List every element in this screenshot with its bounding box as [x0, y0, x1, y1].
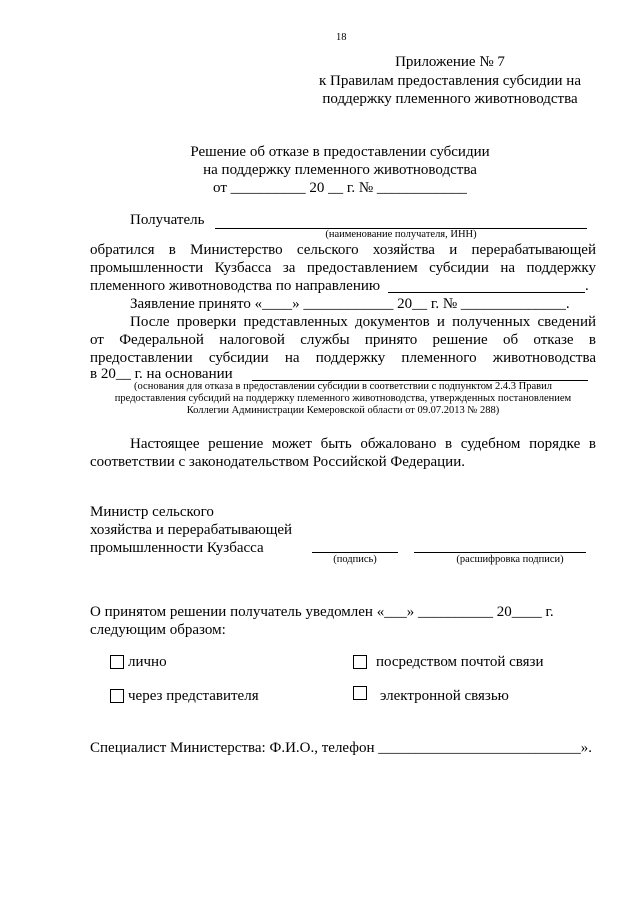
minister-title-2: хозяйства и перерабатывающей [90, 522, 293, 538]
title-line-1: Решение об отказе в предоставлении субсидии [190, 144, 490, 160]
option-post-label: посредством почтой связи [376, 654, 544, 670]
recipient-label: Получатель [130, 212, 205, 228]
basis-caption-1: (основания для отказа в предоставлении субсидии в соответствии с подпунктом 2.4.3 Правил [134, 381, 552, 392]
option-in-person-label: лично [128, 654, 167, 670]
paragraph-1-line-2: промышленности Кузбасса за предоставлением субсидии на поддержку [90, 260, 596, 276]
appeal-line-1: Настоящее решение может быть обжаловано в судебном порядке в [130, 436, 596, 452]
paragraph-2-line-1: После проверки представленных документов и полученных сведений [130, 314, 596, 330]
minister-title-3: промышленности Кузбасса [90, 540, 264, 556]
minister-title-1: Министр сельского [90, 504, 214, 520]
signature-decode-caption: (расшифровка подписи) [456, 554, 564, 565]
option-representative-checkbox[interactable] [110, 689, 124, 703]
paragraph-1-line-3: племенного животноводства по направлению [90, 278, 381, 294]
option-post-checkbox[interactable] [353, 655, 367, 669]
appendix-line-1: Приложение № 7 [395, 54, 505, 70]
appendix-line-2: к Правилам предоставления субсидии на [318, 73, 581, 89]
option-electronic-checkbox[interactable] [353, 686, 367, 700]
basis-caption-3: Коллегии Администрации Кемеровской области от 09.07.2013 № 288) [186, 405, 500, 416]
appendix-line-3: поддержку племенного животноводства [322, 91, 578, 107]
direction-underline [388, 292, 585, 293]
option-in-person-checkbox[interactable] [110, 655, 124, 669]
paragraph-1-end: . [585, 278, 589, 294]
paragraph-2-line-4: в 20__ г. на основании [90, 366, 233, 382]
basis-caption-2: предоставления субсидий на поддержку племенного животноводства, утвержденных постановлением [114, 393, 572, 404]
page-number: 18 [336, 32, 347, 43]
option-electronic-label: электронной связью [380, 688, 509, 704]
option-representative-label: через представителя [128, 688, 259, 704]
paragraph-1-line-1: обратился в Министерство сельского хозяйства и перерабатывающей [90, 242, 596, 258]
signature-caption: (подпись) [333, 554, 377, 565]
title-line-2: на поддержку племенного животноводства [203, 162, 477, 178]
notification-line-1: О принятом решении получатель уведомлен «___» __________ 20____ г. [90, 604, 554, 620]
paragraph-2-line-3: предоставлении субсидии на поддержку племенного животноводства [90, 350, 596, 366]
title-line-3: от __________ 20 __ г. № ____________ [213, 180, 467, 196]
appeal-line-2: соответствии с законодательством Российской Федерации. [90, 454, 465, 470]
signature-decode-line [414, 552, 586, 553]
application-accepted: Заявление принято «____» ____________ 20__ г. № ______________. [130, 296, 570, 312]
specialist-line: Специалист Министерства: Ф.И.О., телефон ___________________________». [90, 740, 593, 756]
notification-line-2: следующим образом: [90, 622, 226, 638]
signature-line [312, 552, 398, 553]
recipient-caption: (наименование получателя, ИНН) [325, 229, 477, 240]
paragraph-2-line-2: от Федеральной налоговой службы принято решение об отказе в [90, 332, 596, 348]
